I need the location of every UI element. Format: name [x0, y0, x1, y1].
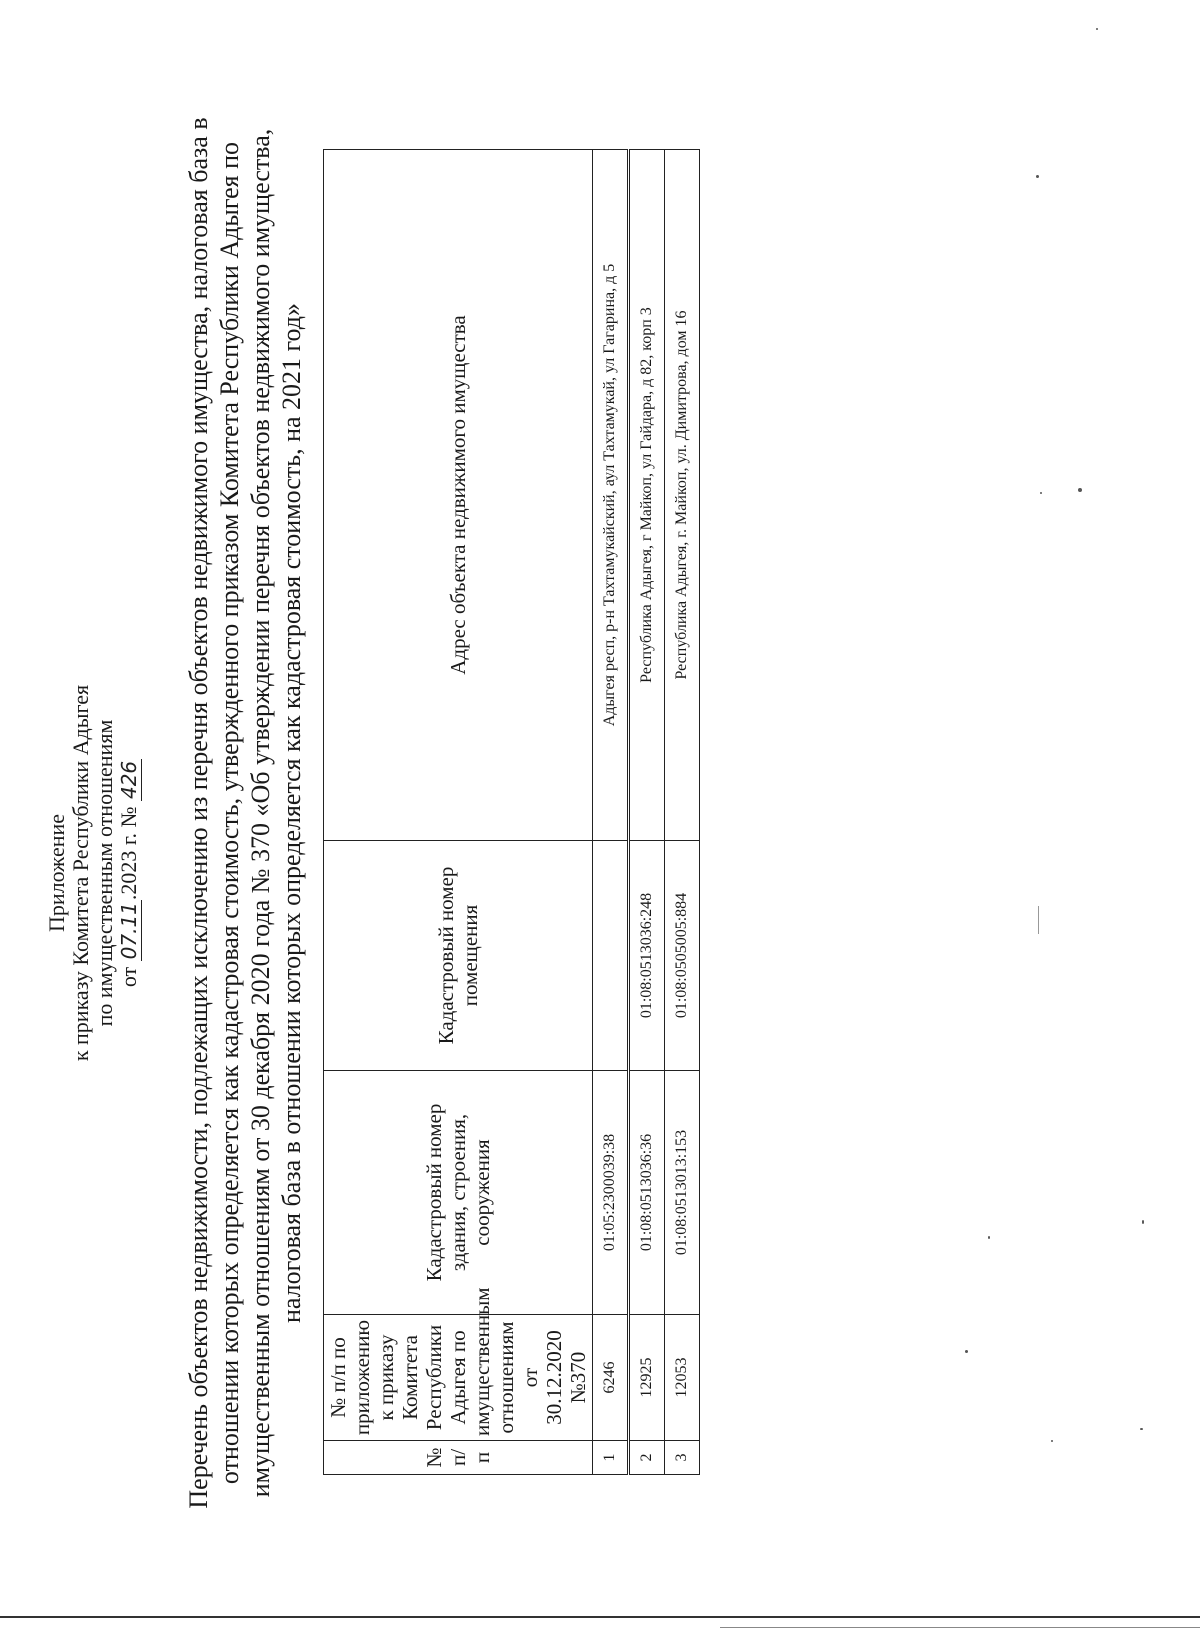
cell-num: 1	[593, 1441, 629, 1475]
table-header-row	[324, 150, 593, 1475]
appendix-label: Приложение	[44, 813, 69, 933]
cell-building-cadastral: 01:08:0513036:36	[629, 1071, 665, 1315]
scan-edge-line	[0, 1616, 1200, 1618]
document-sheet	[15, 93, 1145, 1553]
table-row	[593, 150, 629, 1475]
date-prefix: от	[116, 966, 141, 988]
scan-speck	[1078, 488, 1082, 492]
cell-ref: 12925	[629, 1315, 665, 1441]
header-room-cadastral: Кадастровый номер помещения	[324, 841, 593, 1071]
property-exclusion-table	[323, 149, 700, 1475]
table-row	[629, 150, 665, 1475]
document-title: Перечень объектов недвижимости, подлежащих исключению из перечня объектов недвижимого имущества, налоговая база в отношении которых определяется как кадастровая стоимость, утвержденного приказом Комитета Республики Адыгея по имущественным отношениям от 30 декабря 2020 года № 370 «Об утверждении перечня объектов недвижимого имущества, налоговая база в отношении которых определяется как кадастровая стоимость, на 2021 год»	[184, 117, 306, 1509]
cell-address: Республика Адыгея, г Майкоп, ул Гайдара, д 82, корп 3	[629, 150, 665, 841]
cell-num: 2	[629, 1441, 665, 1475]
handwritten-date: 07.11	[117, 902, 141, 960]
scan-speck	[1036, 175, 1039, 178]
scan-speck	[1040, 492, 1042, 494]
handwritten-order-number: 426	[117, 760, 141, 800]
table-row	[665, 150, 700, 1475]
scan-speck	[988, 1236, 990, 1239]
scan-speck	[1038, 906, 1039, 934]
cell-ref: 12053	[665, 1315, 700, 1441]
cell-ref: 6246	[593, 1315, 629, 1441]
scan-speck	[1142, 1220, 1144, 1224]
cell-room-cadastral: 01:08:0513036:248	[629, 841, 665, 1071]
appendix-order-line: к приказу Комитета Республики Адыгея	[68, 684, 93, 1062]
cell-building-cadastral: 01:05:2300039:38	[593, 1071, 629, 1315]
date-suffix: 2023 г. №	[116, 806, 141, 895]
header-building-cadastral: Кадастровый номер здания, строения, сооружения	[324, 1071, 593, 1315]
cell-address: Республика Адыгея, г. Майкоп, ул. Димитрова, дом 16	[665, 150, 700, 841]
scan-edge-line	[720, 1627, 1200, 1628]
scan-speck	[1140, 1428, 1143, 1430]
cell-room-cadastral: 01:08:0505005:884	[665, 841, 700, 1071]
cell-address: Адыгея респ, р-н Тахтамукайский, аул Тахтамукай, ул Гагарина, д 5	[593, 150, 629, 841]
header-num: № п/п	[324, 1441, 593, 1475]
cell-building-cadastral: 01:08:0513013:153	[665, 1071, 700, 1315]
header-address: Адрес объекта недвижимого имущества	[324, 150, 593, 841]
scan-speck	[1051, 1440, 1053, 1442]
scan-speck	[965, 1350, 968, 1353]
header-ref: № п/п по приложению к приказу Комитета Республики Адыгея по имущественным отношениям от 30.12.2020 №370	[324, 1315, 593, 1441]
cell-room-cadastral	[593, 841, 629, 1071]
appendix-header	[45, 193, 141, 1553]
cell-num: 3	[665, 1441, 700, 1475]
appendix-committee-line: по имущественным отношениям	[92, 719, 117, 1027]
scan-speck	[1096, 28, 1098, 30]
appendix-date-line: от 07.11.2023 г. № 426	[116, 760, 141, 988]
